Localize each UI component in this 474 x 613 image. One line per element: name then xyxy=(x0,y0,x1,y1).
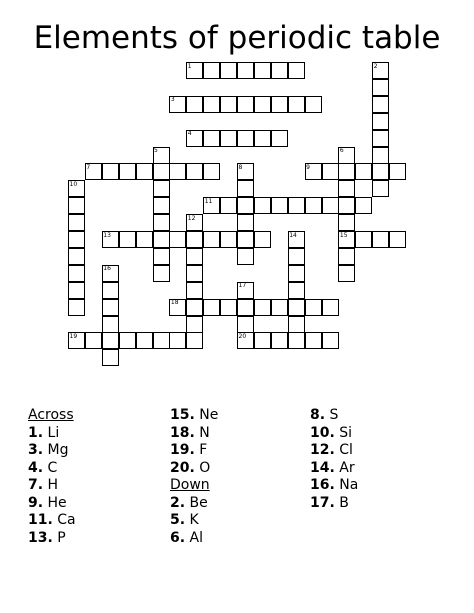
crossword-cell[interactable] xyxy=(203,299,220,316)
crossword-cell[interactable] xyxy=(153,231,170,248)
page-title: Elements of periodic table xyxy=(33,20,441,56)
crossword-cell[interactable] xyxy=(186,332,203,349)
crossword-cell[interactable] xyxy=(68,231,85,248)
crossword-cell[interactable] xyxy=(203,163,220,180)
crossword-cell[interactable] xyxy=(288,332,305,349)
crossword-cell[interactable] xyxy=(186,96,203,113)
crossword-cell[interactable] xyxy=(271,197,288,214)
clue-number-label: 18 xyxy=(170,299,179,307)
crossword-cell[interactable] xyxy=(288,316,305,333)
crossword-cell[interactable] xyxy=(153,248,170,265)
crossword-cell[interactable] xyxy=(169,163,186,180)
crossword-cell[interactable] xyxy=(220,299,237,316)
crossword-cell[interactable] xyxy=(186,299,203,316)
crossword-cell[interactable] xyxy=(136,332,153,349)
clue-item: 18. N xyxy=(170,424,210,441)
crossword-cell[interactable] xyxy=(119,332,136,349)
clue-item: 12. Cl xyxy=(310,442,353,458)
crossword-cell[interactable] xyxy=(68,299,85,316)
clue-item: 11. Ca xyxy=(28,512,76,528)
clue-item: 10. Si xyxy=(310,424,353,441)
clues-column-2 xyxy=(170,407,218,547)
crossword-cell[interactable] xyxy=(153,180,170,197)
crossword-cell[interactable] xyxy=(186,316,203,333)
clue-number-label: 13 xyxy=(103,231,111,239)
clue-number-label: 10 xyxy=(69,180,78,188)
crossword-cell[interactable] xyxy=(153,265,170,282)
crossword-cell[interactable] xyxy=(338,163,355,180)
crossword-cell[interactable] xyxy=(102,349,119,366)
crossword-cell[interactable] xyxy=(338,214,355,231)
crossword-cell[interactable] xyxy=(288,62,305,79)
crossword-cell[interactable] xyxy=(153,163,170,180)
crossword-cell[interactable] xyxy=(372,231,389,248)
crossword-cell[interactable] xyxy=(119,163,136,180)
crossword-cell[interactable] xyxy=(254,62,271,79)
clue-number-label: 19 xyxy=(69,332,78,340)
clue-item: 8. S xyxy=(310,407,339,423)
crossword-cell[interactable] xyxy=(372,113,389,130)
clue-number-label: 11 xyxy=(204,197,213,205)
crossword-cell[interactable] xyxy=(68,248,85,265)
crossword-cell[interactable] xyxy=(355,197,372,214)
crossword-cell[interactable] xyxy=(237,299,254,316)
crossword-cell[interactable] xyxy=(254,299,271,316)
crossword-cell[interactable] xyxy=(102,299,119,316)
crossword-cell[interactable] xyxy=(203,96,220,113)
clues-column-1 xyxy=(28,407,76,547)
crossword-cell[interactable] xyxy=(136,231,153,248)
clue-item: 9. He xyxy=(28,494,67,511)
crossword-cell[interactable] xyxy=(102,282,119,299)
crossword-cell[interactable] xyxy=(338,180,355,197)
clue-item: 6. Al xyxy=(170,529,203,546)
clue-item: 3. Mg xyxy=(28,442,69,458)
crossword-cell[interactable] xyxy=(322,197,339,214)
crossword-cell[interactable] xyxy=(237,231,254,248)
crossword-cell[interactable] xyxy=(102,332,119,349)
crossword-cell[interactable] xyxy=(220,197,237,214)
clue-number-label: 12 xyxy=(187,214,196,222)
crossword-cell[interactable] xyxy=(186,282,203,299)
crossword-cell[interactable] xyxy=(237,316,254,333)
crossword-cell[interactable] xyxy=(237,180,254,197)
clue-number-label: 15 xyxy=(339,231,348,239)
across-heading: Across xyxy=(28,407,74,423)
crossword-cell[interactable] xyxy=(153,197,170,214)
crossword-cell[interactable] xyxy=(220,62,237,79)
crossword-cell[interactable] xyxy=(305,197,322,214)
crossword-cell[interactable] xyxy=(203,231,220,248)
clue-number-label: 3 xyxy=(170,96,175,104)
crossword-cell[interactable] xyxy=(355,231,372,248)
crossword-cell[interactable] xyxy=(220,130,237,147)
clue-number-label: 20 xyxy=(238,332,247,340)
crossword-cell[interactable] xyxy=(254,96,271,113)
crossword-cell[interactable] xyxy=(322,163,339,180)
clue-item: 14. Ar xyxy=(310,459,355,476)
crossword-cell[interactable] xyxy=(372,96,389,113)
clue-item: 7. H xyxy=(28,477,59,493)
crossword-cell[interactable] xyxy=(288,282,305,299)
crossword-cell[interactable] xyxy=(338,248,355,265)
crossword-cell[interactable] xyxy=(237,214,254,231)
crossword-cell[interactable] xyxy=(372,180,389,197)
crossword-cell[interactable] xyxy=(322,299,339,316)
crossword-cell[interactable] xyxy=(372,79,389,96)
clue-number-label: 5 xyxy=(154,147,158,154)
crossword-cell[interactable] xyxy=(237,248,254,265)
crossword-cell[interactable] xyxy=(254,130,271,147)
crossword-cell[interactable] xyxy=(186,163,203,180)
crossword-cell[interactable] xyxy=(186,248,203,265)
clue-number-label: 4 xyxy=(187,130,192,138)
crossword-cell[interactable] xyxy=(271,96,288,113)
clue-item: 2. Be xyxy=(170,494,208,511)
clue-item: 15. Ne xyxy=(170,407,219,423)
crossword-cell[interactable] xyxy=(372,163,389,180)
clue-item: 19. F xyxy=(170,442,208,458)
crossword-cell[interactable] xyxy=(237,197,254,214)
clue-item: 1. Li xyxy=(28,424,60,441)
crossword-cell[interactable] xyxy=(153,214,170,231)
crossword-cell[interactable] xyxy=(305,96,322,113)
clue-item: 20. O xyxy=(170,459,211,476)
crossword-cell[interactable] xyxy=(271,332,288,349)
clue-number-label: 17 xyxy=(238,282,247,290)
crossword-cell[interactable] xyxy=(338,265,355,282)
clue-number-label: 14 xyxy=(289,231,297,239)
crossword-cell[interactable] xyxy=(389,163,406,180)
clue-item: 5. K xyxy=(170,512,199,528)
crossword-cell[interactable] xyxy=(186,231,203,248)
crossword-cell[interactable] xyxy=(254,332,271,349)
crossword-cell[interactable] xyxy=(203,62,220,79)
crossword-cell[interactable] xyxy=(102,316,119,333)
crossword-cell[interactable] xyxy=(237,62,254,79)
crossword-cell[interactable] xyxy=(169,332,186,349)
crossword-cell[interactable] xyxy=(220,231,237,248)
clue-number-label: 2 xyxy=(373,62,378,70)
clue-item: 16. Na xyxy=(310,477,359,493)
clue-number-label: 8 xyxy=(238,163,243,171)
clue-item: 17. B xyxy=(310,494,349,511)
crossword-cell[interactable] xyxy=(355,163,372,180)
crossword-cell[interactable] xyxy=(237,130,254,147)
crossword-cell[interactable] xyxy=(119,231,136,248)
crossword-cell[interactable] xyxy=(237,96,254,113)
crossword-cell[interactable] xyxy=(68,265,85,282)
crossword-cell[interactable] xyxy=(254,197,271,214)
crossword-cell[interactable] xyxy=(203,130,220,147)
down-heading: Down xyxy=(170,477,210,493)
clue-number-label: 9 xyxy=(306,163,310,171)
crossword-cell[interactable] xyxy=(68,282,85,299)
crossword-cell[interactable] xyxy=(254,231,271,248)
crossword-cell[interactable] xyxy=(288,96,305,113)
crossword-cell[interactable] xyxy=(288,197,305,214)
crossword-cell[interactable] xyxy=(305,299,322,316)
crossword-cell[interactable] xyxy=(85,332,102,349)
crossword-cell[interactable] xyxy=(322,332,339,349)
clue-item: 13. P xyxy=(28,529,66,546)
crossword-cell[interactable] xyxy=(305,332,322,349)
crossword-cell[interactable] xyxy=(271,130,288,147)
crossword-cell[interactable] xyxy=(68,197,85,214)
clue-number-label: 7 xyxy=(86,163,91,171)
crossword-cell[interactable] xyxy=(169,231,186,248)
crossword-cell[interactable] xyxy=(271,299,288,316)
crossword-cell[interactable] xyxy=(338,197,355,214)
crossword-cell[interactable] xyxy=(288,299,305,316)
clues-column-3 xyxy=(310,407,358,512)
crossword-cell[interactable] xyxy=(389,231,406,248)
crossword-cell[interactable] xyxy=(153,332,170,349)
clue-item: 4. C xyxy=(28,459,58,476)
clue-number-label: 6 xyxy=(339,147,344,154)
crossword-cell[interactable] xyxy=(220,96,237,113)
crossword-cell[interactable] xyxy=(288,265,305,282)
crossword-cell[interactable] xyxy=(102,163,119,180)
clue-number-label: 1 xyxy=(187,62,192,70)
crossword-cell[interactable] xyxy=(68,214,85,231)
crossword-cell[interactable] xyxy=(271,62,288,79)
clue-number-label: 16 xyxy=(103,265,111,273)
crossword-cell[interactable] xyxy=(372,130,389,147)
crossword-cell[interactable] xyxy=(372,147,389,164)
crossword-cell[interactable] xyxy=(136,163,153,180)
crossword-cell[interactable] xyxy=(186,265,203,282)
crossword-cell[interactable] xyxy=(288,248,305,265)
